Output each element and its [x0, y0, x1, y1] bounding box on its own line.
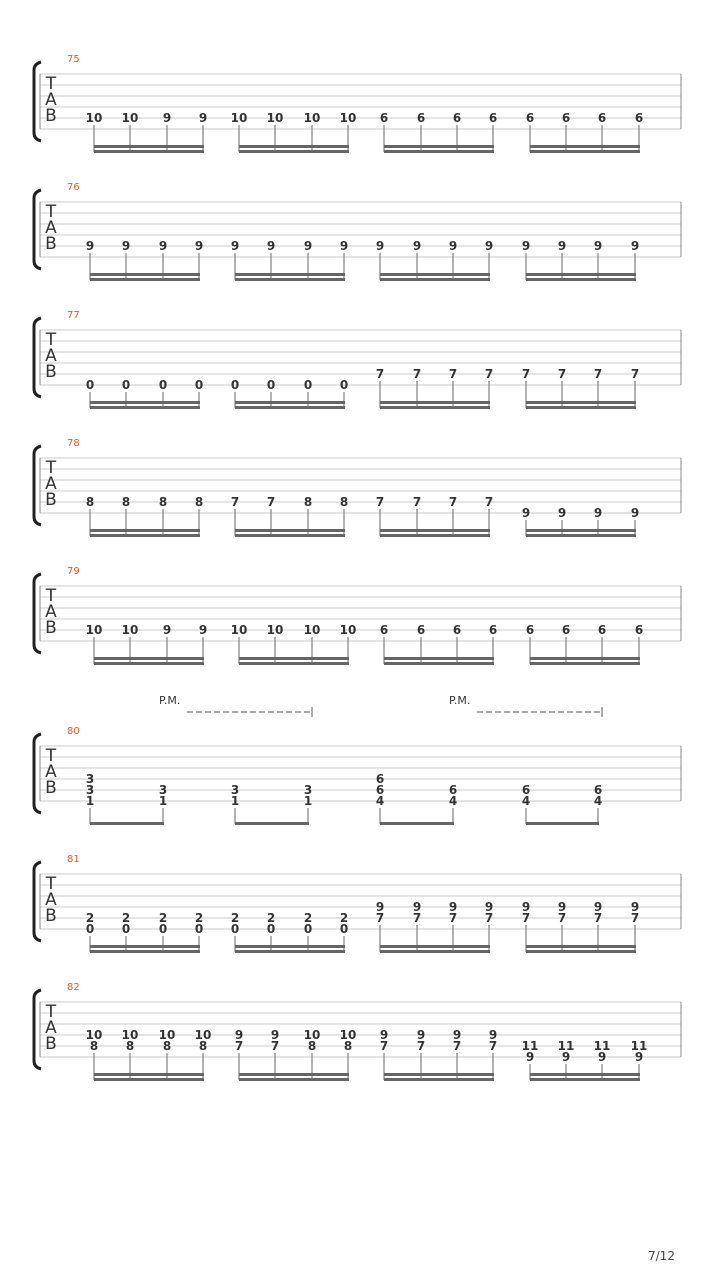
fret-number: 1 — [158, 794, 168, 808]
fret-number: 0 — [158, 378, 168, 392]
fret-number: 10 — [85, 623, 103, 637]
beam — [239, 662, 349, 665]
tab-clef-letter: A — [45, 762, 57, 782]
fret-number: 7 — [452, 1039, 462, 1053]
measure-number: 78 — [67, 438, 80, 449]
beam — [239, 1073, 349, 1076]
fret-number: 9 — [162, 623, 172, 637]
fret-number: 1 — [303, 794, 313, 808]
beam — [94, 145, 204, 148]
fret-number: 0 — [339, 922, 349, 936]
tab-clef-letter: B — [45, 778, 57, 798]
fret-number: 9 — [557, 239, 567, 253]
fret-number: 7 — [375, 495, 385, 509]
fret-number: 8 — [198, 1039, 208, 1053]
fret-number: 8 — [162, 1039, 172, 1053]
measure-number: 79 — [67, 566, 80, 577]
fret-number: 9 — [488, 1028, 498, 1042]
beam — [526, 529, 636, 532]
fret-number: 9 — [234, 1028, 244, 1042]
fret-number: 7 — [484, 495, 494, 509]
beam — [380, 406, 490, 409]
fret-number: 7 — [557, 367, 567, 381]
beam — [530, 1078, 640, 1081]
tab-clef-letter: B — [45, 490, 57, 510]
fret-number: 9 — [630, 506, 640, 520]
fret-number: 7 — [630, 911, 640, 925]
fret-number: 9 — [194, 239, 204, 253]
fret-number: 10 — [303, 1028, 321, 1042]
fret-number: 7 — [521, 911, 531, 925]
fret-number: 10 — [266, 623, 284, 637]
fret-number: 6 — [521, 783, 531, 797]
fret-number: 0 — [230, 922, 240, 936]
fret-number: 9 — [593, 900, 603, 914]
fret-number: 9 — [557, 900, 567, 914]
tab-clef-letter: T — [45, 330, 57, 350]
tab-clef-letter: B — [45, 106, 57, 126]
beam — [239, 150, 349, 153]
fret-number: 9 — [630, 239, 640, 253]
beam — [235, 278, 345, 281]
fret-number: 2 — [85, 911, 95, 925]
fret-number: 11 — [593, 1039, 611, 1053]
fret-number: 6 — [488, 111, 498, 125]
beam — [235, 950, 345, 953]
fret-number: 7 — [593, 911, 603, 925]
beam — [526, 278, 636, 281]
fret-number: 8 — [303, 495, 313, 509]
beam — [239, 657, 349, 660]
fret-number: 9 — [198, 623, 208, 637]
beam — [94, 657, 204, 660]
fret-number: 10 — [85, 1028, 103, 1042]
fret-number: 1 — [85, 794, 95, 808]
fret-number: 2 — [303, 911, 313, 925]
beam — [90, 945, 200, 948]
beam — [526, 273, 636, 276]
fret-number: 10 — [121, 623, 139, 637]
fret-number: 2 — [339, 911, 349, 925]
fret-number: 0 — [266, 922, 276, 936]
fret-number: 9 — [484, 239, 494, 253]
fret-number: 9 — [339, 239, 349, 253]
beam — [526, 401, 636, 404]
fret-number: 7 — [379, 1039, 389, 1053]
measure-number: 77 — [67, 310, 80, 321]
fret-number: 9 — [557, 506, 567, 520]
beam — [526, 945, 636, 948]
beam — [239, 1078, 349, 1081]
fret-number: 10 — [194, 1028, 212, 1042]
beam — [530, 145, 640, 148]
beam — [380, 945, 490, 948]
beam — [380, 529, 490, 532]
fret-number: 11 — [557, 1039, 575, 1053]
fret-number: 9 — [561, 1050, 571, 1064]
fret-number: 9 — [448, 900, 458, 914]
fret-number: 7 — [484, 911, 494, 925]
beam — [384, 657, 494, 660]
fret-number: 0 — [121, 378, 131, 392]
fret-number: 0 — [194, 922, 204, 936]
fret-number: 4 — [448, 794, 458, 808]
fret-number: 6 — [375, 783, 385, 797]
page-number: 7/12 — [648, 1249, 675, 1263]
tab-clef-letter: T — [45, 874, 57, 894]
beam — [235, 534, 345, 537]
fret-number: 9 — [525, 1050, 535, 1064]
beam — [90, 822, 164, 825]
beam — [530, 1073, 640, 1076]
beam — [384, 1073, 494, 1076]
fret-number: 9 — [521, 900, 531, 914]
beam — [90, 529, 200, 532]
fret-number: 7 — [230, 495, 240, 509]
fret-number: 0 — [85, 378, 95, 392]
beam — [384, 150, 494, 153]
fret-number: 10 — [121, 1028, 139, 1042]
beam — [380, 950, 490, 953]
measure-number: 80 — [67, 726, 80, 737]
fret-number: 7 — [412, 367, 422, 381]
measure-number: 76 — [67, 182, 80, 193]
tab-clef-letter: A — [45, 890, 57, 910]
fret-number: 9 — [634, 1050, 644, 1064]
fret-number: 9 — [266, 239, 276, 253]
beam — [235, 945, 345, 948]
fret-number: 6 — [525, 111, 535, 125]
fret-number: 6 — [416, 623, 426, 637]
fret-number: 6 — [448, 783, 458, 797]
fret-number: 0 — [266, 378, 276, 392]
fret-number: 6 — [452, 623, 462, 637]
fret-number: 6 — [375, 772, 385, 786]
fret-number: 6 — [634, 111, 644, 125]
beam — [235, 406, 345, 409]
fret-number: 6 — [593, 783, 603, 797]
fret-number: 9 — [375, 900, 385, 914]
fret-number: 9 — [379, 1028, 389, 1042]
beam — [384, 662, 494, 665]
beam — [380, 278, 490, 281]
fret-number: 6 — [561, 623, 571, 637]
fret-number: 3 — [230, 783, 240, 797]
fret-number: 0 — [303, 922, 313, 936]
fret-number: 9 — [230, 239, 240, 253]
tab-clef-letter: A — [45, 346, 57, 366]
beam — [94, 150, 204, 153]
beam — [380, 401, 490, 404]
beam — [526, 406, 636, 409]
fret-number: 0 — [85, 922, 95, 936]
beam — [235, 529, 345, 532]
beam — [384, 1078, 494, 1081]
fret-number: 10 — [230, 623, 248, 637]
beam — [380, 822, 454, 825]
fret-number: 8 — [158, 495, 168, 509]
beam — [384, 145, 494, 148]
fret-number: 0 — [158, 922, 168, 936]
fret-number: 9 — [162, 111, 172, 125]
fret-number: 6 — [488, 623, 498, 637]
fret-number: 3 — [85, 783, 95, 797]
beam — [90, 406, 200, 409]
fret-number: 0 — [194, 378, 204, 392]
fret-number: 7 — [521, 367, 531, 381]
fret-number: 8 — [125, 1039, 135, 1053]
tab-clef-letter: T — [45, 746, 57, 766]
fret-number: 7 — [557, 911, 567, 925]
fret-number: 11 — [521, 1039, 539, 1053]
fret-number: 7 — [630, 367, 640, 381]
tab-clef-letter: B — [45, 1034, 57, 1054]
fret-number: 4 — [375, 794, 385, 808]
beam — [239, 145, 349, 148]
fret-number: 4 — [521, 794, 531, 808]
beam — [526, 950, 636, 953]
fret-number: 10 — [339, 111, 357, 125]
fret-number: 9 — [521, 239, 531, 253]
fret-number: 8 — [339, 495, 349, 509]
beam — [380, 534, 490, 537]
fret-number: 7 — [488, 1039, 498, 1053]
measure-number: 81 — [67, 854, 80, 865]
tab-clef-letter: B — [45, 906, 57, 926]
fret-number: 9 — [303, 239, 313, 253]
measure-number: 75 — [67, 54, 80, 65]
fret-number: 8 — [121, 495, 131, 509]
fret-number: 1 — [230, 794, 240, 808]
palm-mute-label: P.M. — [449, 694, 471, 707]
fret-number: 10 — [303, 623, 321, 637]
fret-number: 9 — [158, 239, 168, 253]
fret-number: 10 — [339, 1028, 357, 1042]
tab-clef-letter: B — [45, 362, 57, 382]
fret-number: 8 — [343, 1039, 353, 1053]
fret-number: 4 — [593, 794, 603, 808]
tab-clef-letter: A — [45, 1018, 57, 1038]
fret-number: 9 — [593, 506, 603, 520]
tab-clef-letter: T — [45, 586, 57, 606]
beam — [530, 657, 640, 660]
beam — [235, 273, 345, 276]
tab-clef-letter: B — [45, 618, 57, 638]
fret-number: 6 — [634, 623, 644, 637]
fret-number: 2 — [158, 911, 168, 925]
fret-number: 2 — [121, 911, 131, 925]
beam — [235, 822, 309, 825]
fret-number: 9 — [412, 239, 422, 253]
fret-number: 2 — [194, 911, 204, 925]
beam — [526, 822, 599, 825]
fret-number: 7 — [484, 367, 494, 381]
fret-number: 10 — [339, 623, 357, 637]
fret-number: 9 — [121, 239, 131, 253]
fret-number: 6 — [597, 623, 607, 637]
fret-number: 9 — [375, 239, 385, 253]
fret-number: 9 — [270, 1028, 280, 1042]
fret-number: 2 — [230, 911, 240, 925]
fret-number: 7 — [270, 1039, 280, 1053]
fret-number: 6 — [452, 111, 462, 125]
fret-number: 6 — [525, 623, 535, 637]
beam — [530, 662, 640, 665]
fret-number: 7 — [266, 495, 276, 509]
fret-number: 0 — [303, 378, 313, 392]
fret-number: 9 — [630, 900, 640, 914]
fret-number: 3 — [85, 772, 95, 786]
tab-clef-letter: T — [45, 458, 57, 478]
fret-number: 6 — [561, 111, 571, 125]
beam — [90, 273, 200, 276]
fret-number: 0 — [121, 922, 131, 936]
fret-number: 11 — [630, 1039, 648, 1053]
tab-clef-letter: A — [45, 602, 57, 622]
fret-number: 10 — [121, 111, 139, 125]
beam — [90, 950, 200, 953]
beam — [526, 534, 636, 537]
tab-clef-letter: B — [45, 234, 57, 254]
fret-number: 3 — [158, 783, 168, 797]
fret-number: 9 — [597, 1050, 607, 1064]
fret-number: 7 — [593, 367, 603, 381]
fret-number: 7 — [234, 1039, 244, 1053]
palm-mute-label: P.M. — [159, 694, 181, 707]
fret-number: 8 — [89, 1039, 99, 1053]
fret-number: 8 — [194, 495, 204, 509]
tab-clef-letter: A — [45, 90, 57, 110]
fret-number: 9 — [484, 900, 494, 914]
beam — [530, 150, 640, 153]
fret-number: 9 — [593, 239, 603, 253]
fret-number: 6 — [379, 623, 389, 637]
fret-number: 7 — [416, 1039, 426, 1053]
fret-number: 7 — [412, 911, 422, 925]
fret-number: 9 — [521, 506, 531, 520]
beam — [90, 534, 200, 537]
tab-clef-letter: A — [45, 474, 57, 494]
fret-number: 7 — [448, 911, 458, 925]
tab-clef-letter: T — [45, 1002, 57, 1022]
measure-number: 82 — [67, 982, 80, 993]
fret-number: 3 — [303, 783, 313, 797]
fret-number: 8 — [307, 1039, 317, 1053]
fret-number: 7 — [412, 495, 422, 509]
tab-clef-letter: T — [45, 74, 57, 94]
beam — [90, 401, 200, 404]
tab-clef-letter: T — [45, 202, 57, 222]
fret-number: 0 — [230, 378, 240, 392]
fret-number: 0 — [339, 378, 349, 392]
fret-number: 9 — [412, 900, 422, 914]
fret-number: 6 — [416, 111, 426, 125]
beam — [380, 273, 490, 276]
fret-number: 7 — [375, 911, 385, 925]
beam — [94, 1073, 204, 1076]
fret-number: 8 — [85, 495, 95, 509]
fret-number: 7 — [448, 495, 458, 509]
fret-number: 9 — [198, 111, 208, 125]
fret-number: 6 — [597, 111, 607, 125]
beam — [90, 278, 200, 281]
beam — [94, 662, 204, 665]
fret-number: 7 — [375, 367, 385, 381]
fret-number: 10 — [266, 111, 284, 125]
tab-clef-letter: A — [45, 218, 57, 238]
fret-number: 6 — [379, 111, 389, 125]
fret-number: 9 — [448, 239, 458, 253]
fret-number: 9 — [85, 239, 95, 253]
fret-number: 9 — [416, 1028, 426, 1042]
fret-number: 10 — [158, 1028, 176, 1042]
fret-number: 10 — [85, 111, 103, 125]
fret-number: 7 — [448, 367, 458, 381]
fret-number: 10 — [303, 111, 321, 125]
fret-number: 2 — [266, 911, 276, 925]
beam — [94, 1078, 204, 1081]
fret-number: 10 — [230, 111, 248, 125]
fret-number: 9 — [452, 1028, 462, 1042]
beam — [235, 401, 345, 404]
